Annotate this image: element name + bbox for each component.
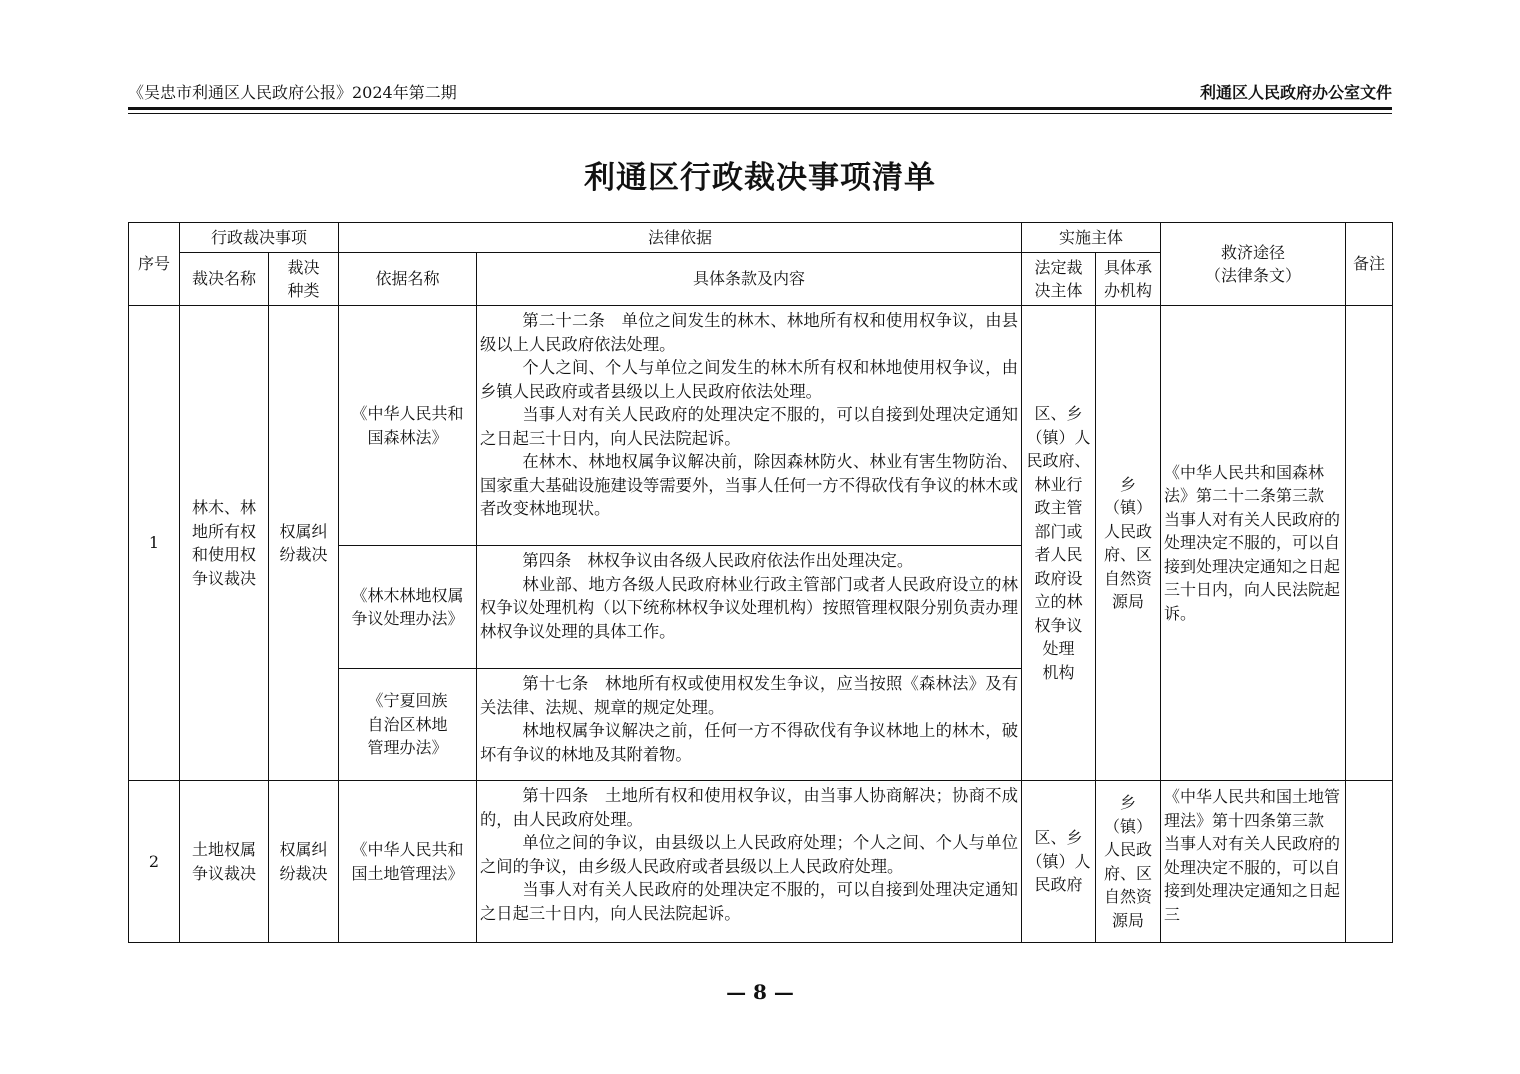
col-basis-name: 依据名称 bbox=[339, 253, 477, 306]
clause-paragraph: 第四条 林权争议由各级人民政府依法作出处理决定。 bbox=[522, 551, 914, 570]
row-basis-name: 《中华人民共和 国土地管理法》 bbox=[339, 781, 477, 943]
page-number: — 8 — bbox=[726, 980, 794, 1004]
row-item-type: 权属纠 纷裁决 bbox=[269, 306, 339, 781]
clause-paragraph: 林地权属争议解决之前，任何一方不得砍伐有争议林地上的林木，破坏有争议的林地及其附着物。 bbox=[480, 721, 1019, 764]
col-subject-legal: 法定裁 决主体 bbox=[1022, 253, 1096, 306]
row-legal-subject: 区、乡 （镇）人 民政府、 林业行 政主管 部门或 者人民 政府设 立的林 权争议 处理 机构 bbox=[1022, 306, 1096, 781]
clause-paragraph: 第十四条 土地所有权和使用权争议，由当事人协商解决；协商不成的，由人民政府处理。 bbox=[480, 786, 1019, 829]
clause-paragraph: 个人之间、个人与单位之间发生的林木所有权和林地使用权争议，由乡镇人民政府或者县级以上人民政府依法处理。 bbox=[480, 358, 1019, 401]
table-row bbox=[129, 306, 1393, 546]
row-note bbox=[1346, 781, 1393, 943]
row-basis-name: 《林木林地权属 争议处理办法》 bbox=[339, 546, 477, 669]
clause-paragraph: 第二十二条 单位之间发生的林木、林地所有权和使用权争议，由县级以上人民政府依法处理。 bbox=[480, 311, 1019, 354]
table-row bbox=[129, 781, 1393, 943]
header-publication: 《吴忠市利通区人民政府公报》2024年第二期 bbox=[128, 83, 457, 102]
row-note bbox=[1346, 306, 1393, 781]
row-office: 乡（镇） 人民政 府、区 自然资 源局 bbox=[1096, 306, 1161, 781]
clause-paragraph: 当事人对有关人民政府的处理决定不服的，可以自接到处理决定通知之日起三十日内，向人民法院起诉。 bbox=[480, 405, 1019, 448]
header-office: 利通区人民政府办公室文件 bbox=[1199, 83, 1392, 102]
col-seq: 序号 bbox=[129, 223, 180, 306]
col-item-type: 裁决 种类 bbox=[269, 253, 339, 306]
row-remedy: 《中华人民共和国森林法》第二十二条第三款 当事人对有关人民政府的处理决定不服的，可以自接到处理决定通知之日起三十日内，向人民法院起诉。 bbox=[1161, 306, 1346, 781]
col-basis-content: 具体条款及内容 bbox=[477, 253, 1022, 306]
row-legal-subject: 区、乡 （镇）人 民政府 bbox=[1022, 781, 1096, 943]
row-office: 乡（镇） 人民政 府、区 自然资 源局 bbox=[1096, 781, 1161, 943]
clause-paragraph: 林业部、地方各级人民政府林业行政主管部门或者人民政府设立的林权争议处理机构（以下统称林权争议处理机构）按照管理权限分别负责办理林权争议处理的具体工作。 bbox=[480, 574, 1019, 641]
col-item-name: 裁决名称 bbox=[180, 253, 269, 306]
adjudication-table bbox=[128, 222, 1393, 943]
row-basis-content bbox=[477, 669, 1022, 781]
col-basis-group: 法律依据 bbox=[339, 223, 1022, 253]
clause-paragraph: 当事人对有关人民政府的处理决定不服的，可以自接到处理决定通知之日起三十日内，向人民法院起诉。 bbox=[480, 880, 1019, 923]
row-seq: 2 bbox=[129, 781, 180, 943]
row-seq: 1 bbox=[129, 306, 180, 781]
clause-paragraph: 单位之间的争议，由县级以上人民政府处理；个人之间、个人与单位之间的争议，由乡级人民政府或者县级以上人民政府处理。 bbox=[480, 833, 1019, 876]
col-subject-group: 实施主体 bbox=[1022, 223, 1161, 253]
row-item-type: 权属纠 纷裁决 bbox=[269, 781, 339, 943]
col-note: 备注 bbox=[1346, 223, 1393, 306]
col-item-group: 行政裁决事项 bbox=[180, 223, 339, 253]
header-rule-thick bbox=[128, 107, 1392, 110]
clause-paragraph: 在林木、林地权属争议解决前，除因森林防火、林业有害生物防治、国家重大基础设施建设等需要外，当事人任何一方不得砍伐有争议的林木或者改变林地现状。 bbox=[480, 452, 1019, 518]
row-item-name: 土地权属 争议裁决 bbox=[180, 781, 269, 943]
col-subject-office: 具体承 办机构 bbox=[1096, 253, 1161, 306]
page-title: 利通区行政裁决事项清单 bbox=[584, 160, 936, 196]
row-basis-name: 《中华人民共和 国森林法》 bbox=[339, 306, 477, 546]
row-item-name: 林木、林 地所有权 和使用权 争议裁决 bbox=[180, 306, 269, 781]
clause-paragraph: 第十七条 林地所有权或使用权发生争议，应当按照《森林法》及有关法律、法规、规章的规定处理。 bbox=[480, 674, 1019, 717]
row-basis-name: 《宁夏回族 自治区林地 管理办法》 bbox=[339, 669, 477, 781]
header-rule-thin bbox=[128, 113, 1392, 114]
row-basis-content bbox=[477, 546, 1022, 669]
row-basis-content bbox=[477, 781, 1022, 943]
row-remedy: 《中华人民共和国土地管理法》第十四条第三款 当事人对有关人民政府的处理决定不服的，可以自接到处理决定通知之日起三 bbox=[1161, 781, 1346, 943]
row-basis-content bbox=[477, 306, 1022, 546]
col-remedy: 救济途径 （法律条文） bbox=[1161, 223, 1346, 306]
